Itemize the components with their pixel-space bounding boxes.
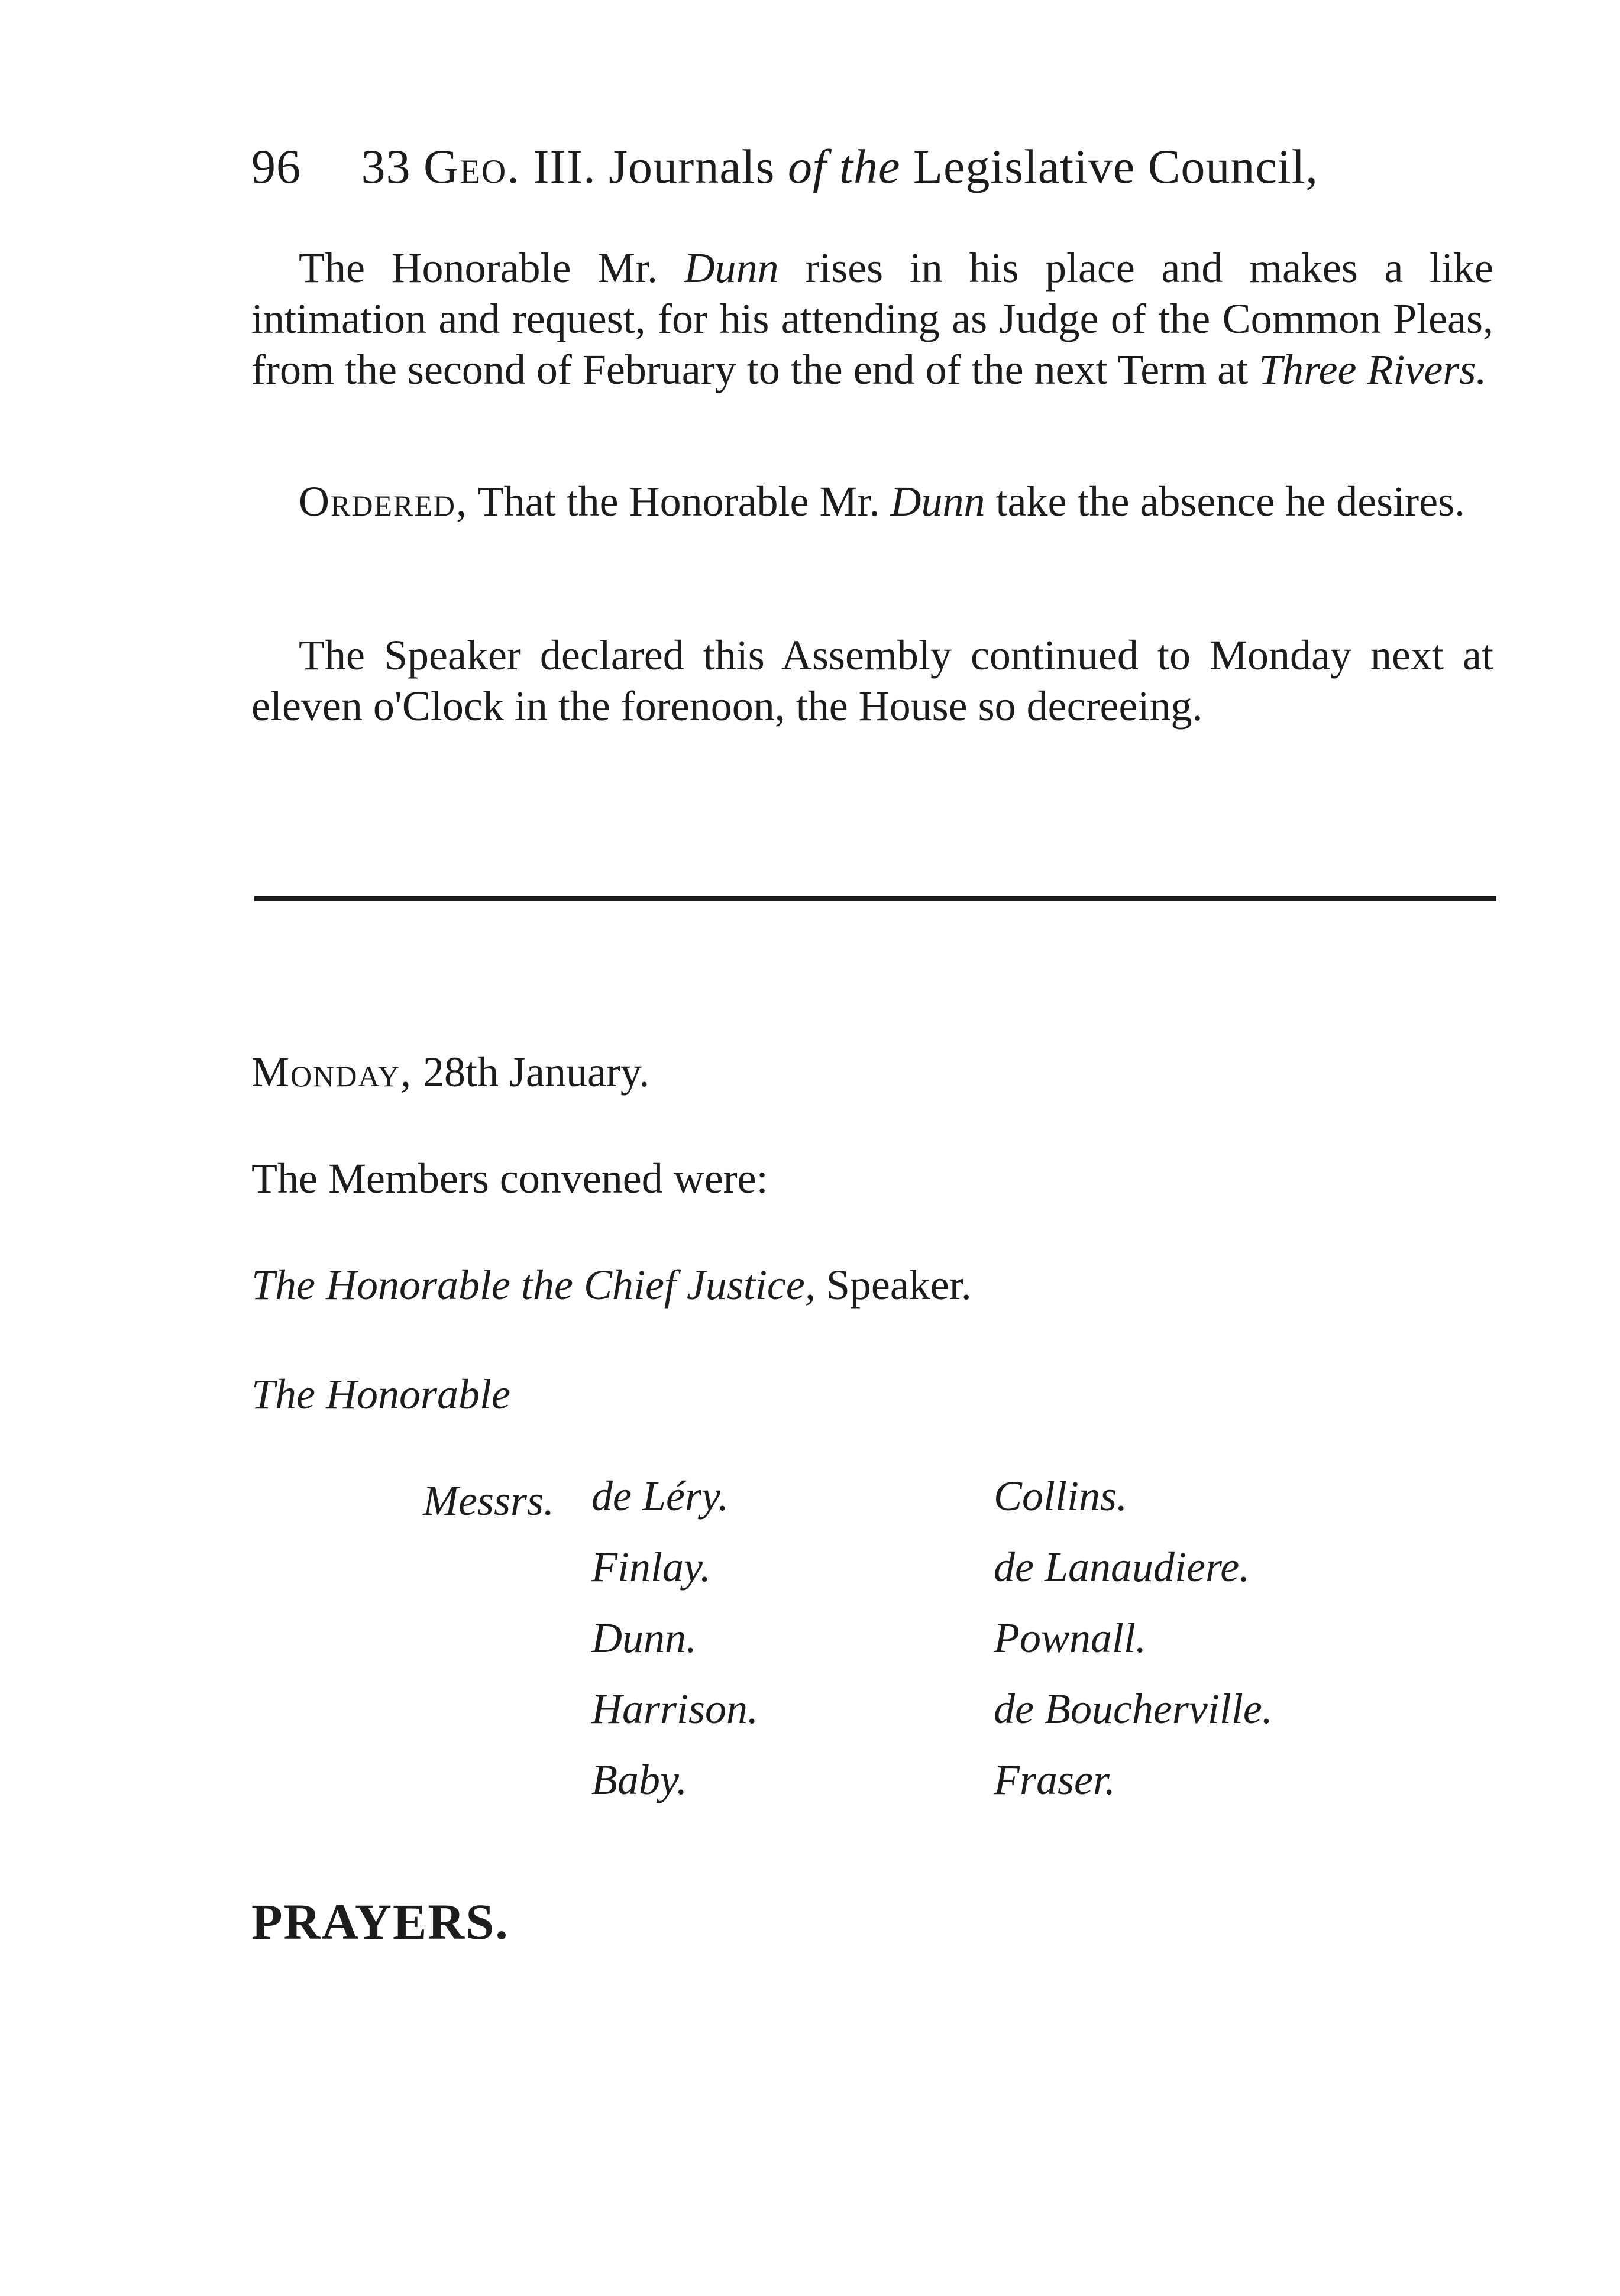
para1-name: Dunn (684, 244, 779, 292)
chief-justice-title: The Honorable the Chief Justice, (251, 1261, 816, 1309)
member-name: de Lanaudiere. (994, 1543, 1250, 1591)
para3-text: The Speaker declared this Assembly continued to Monday next at eleven o'Clock in the forenoon, the House so decreeing. (251, 632, 1493, 730)
member-name: Baby. (591, 1756, 687, 1803)
members-right-column (994, 1460, 1273, 1815)
member-name: Harrison. (591, 1685, 759, 1732)
para1-place: Three Rivers. (1259, 346, 1487, 393)
para1-start: The Honorable Mr. (299, 244, 684, 292)
paragraph-ordered (251, 476, 1493, 527)
para2-name: Dunn (890, 478, 985, 525)
members-convened-line: The Members convened were: (251, 1155, 768, 1202)
reign-numeral: III. (533, 140, 596, 193)
regnal-year: 33 (361, 140, 411, 193)
reign-geo: Geo. (423, 140, 520, 193)
member-name: de Boucherville. (994, 1685, 1273, 1732)
messrs-label: Messrs. (423, 1477, 555, 1524)
para2-text-b: take the absence he desires. (985, 478, 1466, 525)
member-name: Finlay. (591, 1543, 711, 1591)
para2-text-a: That the Honorable Mr. (468, 478, 891, 525)
paragraph-absence-request (251, 242, 1493, 395)
prayers-heading: PRAYERS. (251, 1893, 509, 1950)
speaker-role: Speaker. (815, 1261, 972, 1309)
ordered-word: Ordered, (299, 478, 468, 525)
header-title: Legislative Council, (913, 140, 1318, 193)
page-number: 96 (251, 140, 301, 193)
paragraph-adjournment (251, 630, 1493, 731)
member-name: Pownall. (994, 1614, 1147, 1662)
running-header (251, 139, 1318, 195)
member-name: Fraser. (994, 1756, 1116, 1803)
member-name: de Léry. (591, 1472, 729, 1520)
day-name: Monday, (251, 1048, 412, 1096)
date-text: 28th January. (412, 1048, 650, 1096)
honorable-line: The Honorable (251, 1371, 510, 1418)
of-the-words: of the (787, 140, 901, 193)
para1-middle: rises in his place and makes a like intimation and request, for his attending as Judge of the Common Pleas, from the second of February to the end of the next Term at (251, 244, 1493, 393)
speaker-line (251, 1259, 972, 1310)
members-left-column (591, 1460, 758, 1815)
member-name: Collins. (994, 1472, 1128, 1520)
date-line (251, 1047, 649, 1097)
member-name: Dunn. (591, 1614, 697, 1662)
journals-word: Journals (609, 140, 775, 193)
section-divider (254, 896, 1496, 901)
